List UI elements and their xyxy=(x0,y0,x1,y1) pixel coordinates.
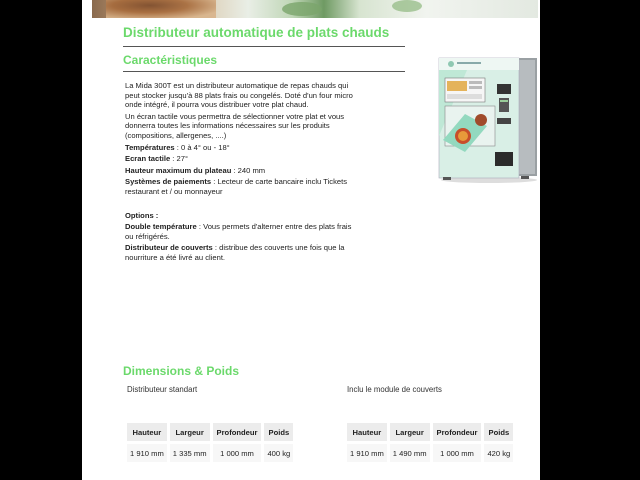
options-heading: Options : xyxy=(125,210,159,220)
table-cell: 1 910 mm xyxy=(127,444,167,462)
option-value: : Vous permets d'alterner entre des plats frais ou réfrigérés. xyxy=(125,222,352,241)
features-divider xyxy=(123,71,405,72)
standard-label: Distributeur standart xyxy=(127,385,198,394)
food-plate-image xyxy=(106,0,216,18)
title-divider xyxy=(123,46,405,47)
spec-tray-height xyxy=(125,166,357,176)
option-label: Distributeur de couverts xyxy=(125,243,213,253)
table-header: Hauteur xyxy=(347,423,387,441)
hero-food-photo xyxy=(92,0,538,18)
table-header: Largeur xyxy=(170,423,210,441)
spec-label: Ecran tactile xyxy=(125,154,171,164)
spec-value: : 0 à 4° ou - 18° xyxy=(174,142,230,152)
table-cell: 1 335 mm xyxy=(170,444,210,462)
spec-label: Systèmes de paiements xyxy=(125,177,212,187)
spec-temperatures xyxy=(125,143,357,153)
features-heading: Caractéristiques xyxy=(123,53,218,67)
page-title: Distributeur automatique de plats chauds xyxy=(123,25,390,40)
document-page xyxy=(82,0,540,480)
cutlery-dimensions-table xyxy=(344,420,516,465)
option-label: Double température xyxy=(125,222,197,232)
herb-leaf-image xyxy=(392,0,422,12)
dimensions-heading: Dimensions & Poids xyxy=(123,364,240,378)
spec-value: : 240 mm xyxy=(231,165,266,175)
table-cell: 400 kg xyxy=(264,444,293,462)
table-header-row xyxy=(347,423,513,441)
spec-label: Températures xyxy=(125,142,175,152)
table-header: Largeur xyxy=(390,423,430,441)
table-header: Poids xyxy=(484,423,513,441)
table-cell: 420 kg xyxy=(484,444,513,462)
table-cell: 1 000 mm xyxy=(433,444,482,462)
table-row xyxy=(127,444,293,462)
spec-value: : Lecteur de carte bancaire inclu Tickets restaurant et / ou monnayeur xyxy=(125,177,348,196)
option-value: : distribue des couverts une fois que la nourriture a été livré au client. xyxy=(125,243,345,262)
intro-paragraph: La Mida 300T est un distributeur automatique de repas chauds qui peut stocker jusqu'à 88 plats frais ou congelés. Doté d'un four micro onde intégré, il pourra vous distribuer votre plat chaud. xyxy=(125,81,353,110)
vending-machine-image xyxy=(437,56,539,184)
table-cell: 1 910 mm xyxy=(347,444,387,462)
intro-paragraph: Un écran tactile vous permettra de sélectionner votre plat et vous donnerra toutes les informations nécessaires sur les produits (compositions, allergenes, ....) xyxy=(125,111,345,140)
table-cell: 1 490 mm xyxy=(390,444,430,462)
spec-label: Hauteur maximum du plateau xyxy=(125,165,232,175)
table-header: Profondeur xyxy=(433,423,482,441)
table-row xyxy=(347,444,513,462)
table-header: Hauteur xyxy=(127,423,167,441)
spec-value: : 27° xyxy=(170,154,188,164)
features-text xyxy=(125,81,357,265)
cutlery-label: Inclu le module de couverts xyxy=(347,385,442,394)
herb-leaf-image xyxy=(282,2,322,16)
table-header: Profondeur xyxy=(213,423,262,441)
table-cell: 1 000 mm xyxy=(213,444,262,462)
spec-payment xyxy=(125,177,357,196)
spec-touchscreen xyxy=(125,154,357,164)
table-header: Poids xyxy=(264,423,293,441)
table-header-row xyxy=(127,423,293,441)
option-cutlery-dispenser xyxy=(125,243,357,262)
option-double-temperature xyxy=(125,222,357,241)
standard-dimensions-table xyxy=(124,420,296,465)
